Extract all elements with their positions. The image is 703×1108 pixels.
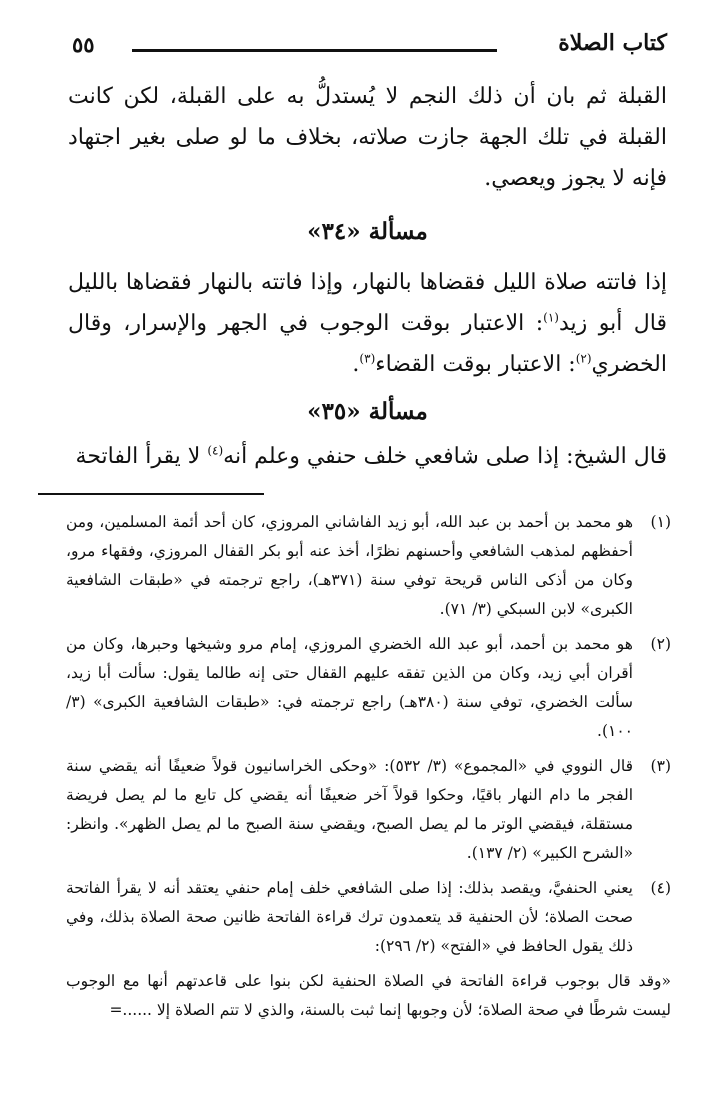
footnote-number: (١) — [650, 513, 671, 531]
footnote-text: يعني الحنفيَّ، ويقصد بذلك: إذا صلى الشافعي خلف إمام حنفي يعتقد أنه لا يقرأ الفاتحة صحت الصلاة؛ لأن الحنفية قد يتعمدون ترك قراءة الفاتحة ظانين صحة الصلاة بذلك، وفي ذلك يقول الحافظ في «الفتح» (٢/ ٢٩٦): — [66, 879, 633, 955]
footnote-number: (٢) — [650, 635, 671, 653]
footnote-number: (٤) — [650, 879, 671, 897]
issue-heading-35: مسألة «٣٥» — [307, 398, 428, 425]
footnote-text: هو محمد بن أحمد بن عبد الله، أبو زيد الفاشاني المروزي، كان أحد أئمة المسلمين، ومن أحفظهم لمذهب الشافعي وأحسنهم نظرًا، أخذ عنه أبو بكر القفال المروزي، وفقهاء مرو، وكان من أذكى الناس قريحة توفي سنة (٣٧١هـ)، راجع ترجمته في «طبقات الشافعية الكبرى» لابن السبكي (٣/ ٧١). — [66, 513, 633, 618]
paragraph-3-text-2: لا يقرأ الفاتحة — [75, 444, 208, 469]
footnote-2 — [66, 630, 671, 746]
header-rule — [132, 49, 497, 52]
footnotes — [66, 508, 671, 1025]
paragraph-3 — [68, 436, 667, 477]
footnote-ref-1[interactable]: (١) — [543, 310, 559, 325]
footnote-ref-4[interactable]: (٤) — [207, 443, 224, 458]
page-header — [72, 28, 667, 68]
paragraph-2-text-1: إذا فاتته صلاة الليل فقضاها بالنهار، وإذا فاتته بالنهار فقضاها بالليل قال أبو زيد — [68, 270, 668, 336]
paragraph-1: القبلة ثم بان أن ذلك النجم لا يُستدلُّ به على القبلة، لكن كانت القبلة في تلك الجهة جازت صلاته، بخلاف ما لو صلى بغير اجتهاد فإنه لا يجوز ويعصي. — [68, 84, 667, 191]
footnote-ref-2[interactable]: (٢) — [575, 351, 592, 366]
footnote-separator — [38, 493, 264, 495]
paragraph-2-text-4: . — [352, 352, 360, 377]
footnote-number: (٣) — [650, 757, 671, 775]
main-text — [68, 76, 667, 477]
footnote-text: قال النووي في «المجموع» (٣/ ٥٣٢): «وحكى الخراسانيون قولاً ضعيفًا أنه يقضي سنة الفجر ما دام النهار باقيًا، وحكوا قولاً آخر ضعيفًا أنه يقضي كل تابع ما لم يصل فريضة مستقلة، فيقضي الوتر ما لم يصل الصبح، ويقضي سنة الصبح ما لم يصل الظهر». وانظر: «الشرح الكبير» (٢/ ١٣٧). — [66, 757, 633, 862]
page-number: ٥٥ — [72, 32, 95, 57]
paragraph-3-text-1: قال الشيخ: إذا صلى شافعي خلف حنفي وعلم أنه — [223, 444, 667, 469]
paragraph-2 — [68, 262, 667, 385]
paragraph-2-text-2: : الاعتبار بوقت الوجوب في الجهر والإسرار، وقال الخضري — [68, 311, 667, 377]
issue-heading-34: مسألة «٣٤» — [307, 218, 428, 245]
footnote-ref-3[interactable]: (٣) — [359, 351, 376, 366]
footnote-3 — [66, 752, 671, 868]
footnote-1 — [66, 508, 671, 624]
footnote-4 — [66, 874, 671, 961]
running-title: كتاب الصلاة — [558, 30, 667, 56]
paragraph-2-text-3: : الاعتبار بوقت القضاء — [375, 352, 576, 377]
footnote-4-quote: «وقد قال بوجوب قراءة الفاتحة في الصلاة الحنفية لكن بنوا على قاعدتهم أنها مع الوجوب ليست شرطًا في صحة الصلاة؛ لأن وجوبها إنما ثبت بالسنة، والذي لا تتم الصلاة إلا ......= — [66, 972, 671, 1019]
footnote-text: هو محمد بن أحمد، أبو عبد الله الخضري المروزي، إمام مرو وشيخها وحبرها، وكان من أقران أبي زيد، وكان من الذين تفقه عليهم القفال حتى إنه طالما يقول: سألت أبا زيد، سألت الخضري، توفي سنة (٣٨٠هـ) راجع ترجمته في: «طبقات الشافعية الكبرى» (٣/ ١٠٠). — [66, 635, 633, 740]
